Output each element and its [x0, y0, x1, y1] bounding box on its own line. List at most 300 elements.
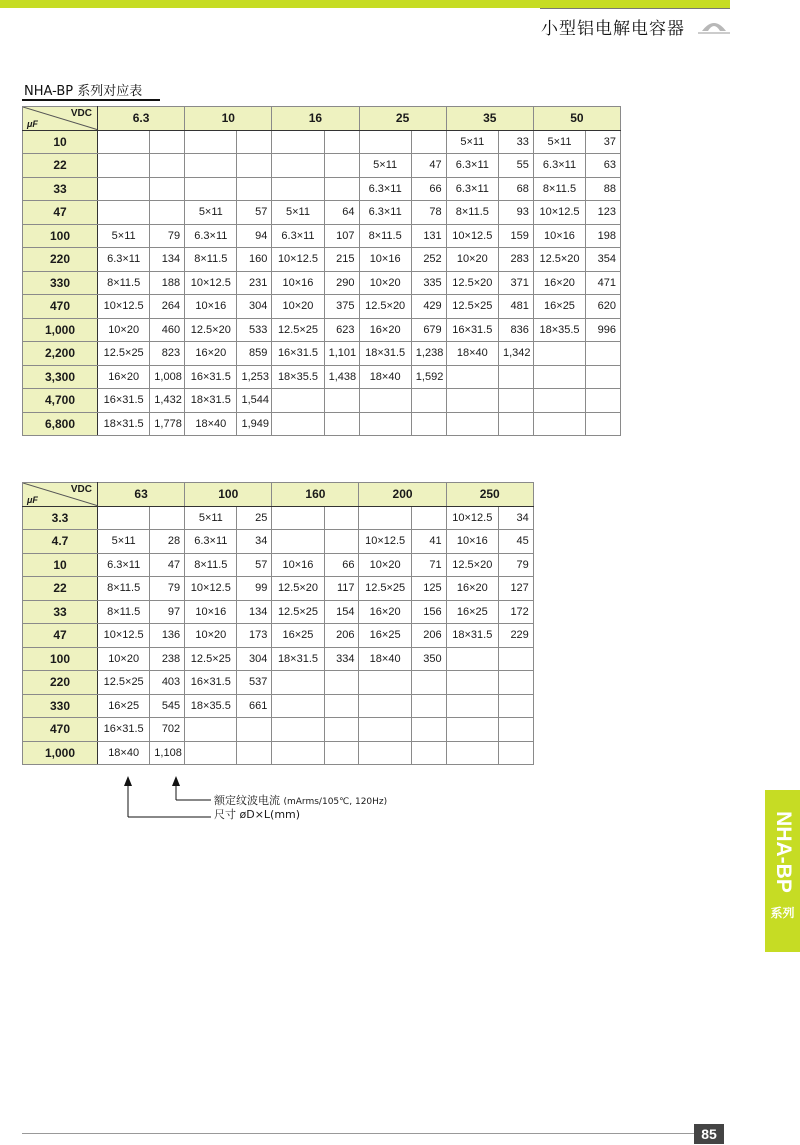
ripple-current-cell: 252	[411, 248, 446, 272]
ripple-current-cell: 537	[237, 671, 272, 695]
case-size-cell: 10×16	[359, 248, 411, 272]
capacitance-cell: 33	[23, 600, 98, 624]
ripple-current-cell: 545	[150, 694, 185, 718]
case-size-cell: 16×20	[98, 365, 150, 389]
ripple-current-cell: 47	[411, 154, 446, 178]
voltage-header: 160	[272, 483, 359, 507]
ripple-current-cell: 335	[411, 271, 446, 295]
ripple-current-cell	[411, 412, 446, 436]
ripple-current-cell	[324, 389, 359, 413]
case-size-cell: 10×20	[98, 318, 150, 342]
case-size-cell	[446, 741, 498, 765]
case-size-cell: 18×35.5	[185, 694, 237, 718]
case-size-cell	[359, 389, 411, 413]
ripple-current-cell: 33	[498, 130, 533, 154]
table-row	[23, 647, 534, 671]
ripple-current-cell: 996	[586, 318, 621, 342]
ripple-current-cell: 159	[498, 224, 533, 248]
ripple-current-cell	[150, 154, 185, 178]
ripple-current-cell	[237, 154, 272, 178]
case-size-cell: 12.5×20	[185, 318, 237, 342]
case-size-cell	[359, 741, 411, 765]
capacitance-cell: 330	[23, 694, 98, 718]
ripple-current-cell: 68	[498, 177, 533, 201]
ripple-current-cell	[324, 177, 359, 201]
ripple-current-cell	[324, 530, 359, 554]
case-size-cell: 16×25	[359, 624, 411, 648]
ripple-current-cell: 79	[150, 577, 185, 601]
ripple-current-cell: 63	[586, 154, 621, 178]
ripple-current-cell: 131	[411, 224, 446, 248]
ripple-current-cell: 172	[498, 600, 533, 624]
table-row	[23, 224, 621, 248]
ripple-current-cell: 533	[237, 318, 272, 342]
case-size-cell	[185, 718, 237, 742]
ripple-current-cell: 71	[411, 553, 446, 577]
case-size-cell: 18×40	[185, 412, 237, 436]
header-row	[23, 107, 621, 131]
ripple-current-cell: 371	[498, 271, 533, 295]
capacitance-unit: μF	[27, 118, 38, 129]
case-size-cell: 16×25	[446, 600, 498, 624]
ripple-current-cell	[498, 412, 533, 436]
side-tab-series-label: NHA-BP	[771, 811, 795, 893]
case-size-cell: 10×16	[272, 271, 324, 295]
ripple-current-cell: 125	[411, 577, 446, 601]
ripple-current-cell: 28	[150, 530, 185, 554]
ripple-current-cell: 1,238	[411, 342, 446, 366]
case-size-cell: 6.3×11	[446, 177, 498, 201]
ripple-current-cell: 1,778	[150, 412, 185, 436]
table-row	[23, 600, 534, 624]
ripple-current-cell	[324, 718, 359, 742]
case-size-cell: 8×11.5	[185, 553, 237, 577]
case-size-cell: 8×11.5	[185, 248, 237, 272]
case-size-cell	[272, 130, 324, 154]
case-size-cell: 10×12.5	[446, 506, 498, 530]
case-size-cell	[272, 412, 324, 436]
ripple-current-cell	[498, 647, 533, 671]
voltage-header: 10	[185, 107, 272, 131]
voltage-unit: VDC	[70, 484, 92, 495]
case-size-cell: 12.5×25	[359, 577, 411, 601]
case-size-cell: 10×20	[272, 295, 324, 319]
ripple-current-cell	[150, 177, 185, 201]
ripple-current-cell: 304	[237, 647, 272, 671]
voltage-header: 100	[185, 483, 272, 507]
case-size-cell	[272, 389, 324, 413]
ripple-current-cell: 57	[237, 553, 272, 577]
ripple-current-cell: 623	[324, 318, 359, 342]
ripple-current-cell: 127	[498, 577, 533, 601]
case-size-cell: 10×12.5	[98, 624, 150, 648]
capacitance-cell: 6,800	[23, 412, 98, 436]
ripple-current-cell	[411, 671, 446, 695]
case-size-cell: 12.5×25	[98, 342, 150, 366]
table-row	[23, 318, 621, 342]
ripple-current-cell: 79	[498, 553, 533, 577]
case-size-cell: 10×20	[98, 647, 150, 671]
ripple-current-cell	[586, 342, 621, 366]
capacitance-cell: 3,300	[23, 365, 98, 389]
header-row	[23, 483, 534, 507]
case-size-cell	[98, 177, 150, 201]
ripple-current-cell	[324, 741, 359, 765]
capacitor-table-low-voltage	[22, 106, 621, 436]
ripple-current-cell: 34	[237, 530, 272, 554]
case-size-cell: 5×11	[446, 130, 498, 154]
capacitance-cell: 100	[23, 647, 98, 671]
table-row	[23, 553, 534, 577]
ripple-current-cell: 264	[150, 295, 185, 319]
ripple-current-cell: 123	[586, 201, 621, 225]
table-row	[23, 577, 534, 601]
case-size-cell: 10×20	[446, 248, 498, 272]
capacitance-cell: 100	[23, 224, 98, 248]
case-size-cell: 10×12.5	[98, 295, 150, 319]
case-size-cell: 18×31.5	[446, 624, 498, 648]
case-size-cell: 6.3×11	[98, 553, 150, 577]
voltage-header: 250	[446, 483, 533, 507]
case-size-cell: 16×31.5	[98, 389, 150, 413]
case-size-cell: 6.3×11	[359, 201, 411, 225]
table-row	[23, 624, 534, 648]
table-row	[23, 154, 621, 178]
ripple-current-cell: 334	[324, 647, 359, 671]
case-size-cell: 18×40	[359, 365, 411, 389]
ripple-current-cell: 1,101	[324, 342, 359, 366]
ripple-current-cell	[586, 412, 621, 436]
case-size-cell	[533, 412, 585, 436]
case-size-cell	[446, 412, 498, 436]
case-size-cell: 18×40	[446, 342, 498, 366]
capacitance-cell: 220	[23, 248, 98, 272]
case-size-cell: 6.3×11	[272, 224, 324, 248]
voltage-header: 200	[359, 483, 446, 507]
unit-corner-cell	[23, 107, 98, 131]
case-size-cell: 12.5×25	[98, 671, 150, 695]
ripple-current-cell: 1,342	[498, 342, 533, 366]
ripple-current-cell: 107	[324, 224, 359, 248]
ripple-current-cell: 154	[324, 600, 359, 624]
ripple-current-cell: 836	[498, 318, 533, 342]
ripple-current-cell: 79	[150, 224, 185, 248]
case-size-cell	[446, 671, 498, 695]
case-size-cell: 16×20	[359, 600, 411, 624]
table-row	[23, 130, 621, 154]
case-size-cell: 5×11	[272, 201, 324, 225]
capacitance-cell: 22	[23, 577, 98, 601]
case-size-cell: 10×12.5	[272, 248, 324, 272]
case-size-cell: 16×20	[446, 577, 498, 601]
ripple-current-cell	[411, 389, 446, 413]
ripple-current-cell: 375	[324, 295, 359, 319]
ripple-current-cell: 1,544	[237, 389, 272, 413]
case-size-cell: 18×31.5	[272, 647, 324, 671]
ripple-current-cell: 350	[411, 647, 446, 671]
ripple-current-cell: 231	[237, 271, 272, 295]
case-size-cell: 10×20	[185, 624, 237, 648]
case-size-cell: 10×12.5	[446, 224, 498, 248]
voltage-header: 63	[98, 483, 185, 507]
voltage-header: 16	[272, 107, 359, 131]
case-size-cell: 10×20	[359, 271, 411, 295]
case-size-cell: 10×12.5	[185, 271, 237, 295]
ripple-current-cell: 134	[237, 600, 272, 624]
ripple-current-cell: 117	[324, 577, 359, 601]
section-title-underline	[22, 99, 160, 101]
ripple-current-cell	[411, 741, 446, 765]
case-size-cell: 5×11	[533, 130, 585, 154]
table-row	[23, 694, 534, 718]
ripple-current-cell: 823	[150, 342, 185, 366]
table-row	[23, 248, 621, 272]
case-size-cell: 8×11.5	[98, 600, 150, 624]
case-size-cell: 18×35.5	[533, 318, 585, 342]
ripple-current-cell	[411, 694, 446, 718]
case-size-cell: 12.5×25	[272, 318, 324, 342]
ripple-current-cell	[324, 694, 359, 718]
capacitance-cell: 470	[23, 718, 98, 742]
case-size-cell	[446, 694, 498, 718]
case-size-cell	[98, 154, 150, 178]
ripple-current-cell: 702	[150, 718, 185, 742]
capacitance-cell: 2,200	[23, 342, 98, 366]
ripple-current-cell	[411, 130, 446, 154]
case-size-cell: 16×20	[359, 318, 411, 342]
ripple-current-cell	[237, 718, 272, 742]
table-row	[23, 671, 534, 695]
ripple-current-cell: 88	[586, 177, 621, 201]
case-size-cell	[446, 365, 498, 389]
capacitance-cell: 10	[23, 553, 98, 577]
ripple-current-cell: 1,108	[150, 741, 185, 765]
case-size-cell: 10×16	[446, 530, 498, 554]
case-size-cell: 10×12.5	[533, 201, 585, 225]
ripple-current-cell: 429	[411, 295, 446, 319]
case-size-cell	[272, 671, 324, 695]
case-size-cell: 8×11.5	[98, 577, 150, 601]
case-size-cell	[533, 389, 585, 413]
case-size-cell: 10×16	[185, 600, 237, 624]
case-size-cell: 16×31.5	[446, 318, 498, 342]
ripple-current-cell: 283	[498, 248, 533, 272]
case-size-cell	[185, 741, 237, 765]
case-size-cell	[359, 718, 411, 742]
table-row	[23, 201, 621, 225]
ripple-current-cell	[498, 365, 533, 389]
ripple-current-cell: 160	[237, 248, 272, 272]
ripple-current-cell	[498, 671, 533, 695]
ripple-current-cell: 94	[237, 224, 272, 248]
ripple-current-cell: 37	[586, 130, 621, 154]
case-size-cell: 16×25	[98, 694, 150, 718]
ripple-current-cell: 57	[237, 201, 272, 225]
bottom-rule	[22, 1133, 694, 1134]
ripple-current-cell: 859	[237, 342, 272, 366]
case-size-cell	[272, 741, 324, 765]
ripple-current-cell: 206	[411, 624, 446, 648]
ripple-current-cell: 679	[411, 318, 446, 342]
ripple-current-cell: 25	[237, 506, 272, 530]
case-size-cell: 16×20	[533, 271, 585, 295]
capacitance-cell: 33	[23, 177, 98, 201]
ripple-current-cell	[237, 741, 272, 765]
case-size-cell: 6.3×11	[185, 224, 237, 248]
voltage-header: 50	[533, 107, 620, 131]
capacitance-cell: 1,000	[23, 318, 98, 342]
capacitance-cell: 4,700	[23, 389, 98, 413]
case-size-cell	[98, 130, 150, 154]
ripple-current-cell	[498, 389, 533, 413]
ripple-current-cell: 661	[237, 694, 272, 718]
ripple-current-cell: 471	[586, 271, 621, 295]
case-size-cell: 10×16	[185, 295, 237, 319]
case-size-cell: 10×12.5	[359, 530, 411, 554]
table-row	[23, 295, 621, 319]
ripple-current-cell	[324, 412, 359, 436]
ripple-current-cell	[498, 741, 533, 765]
case-size-cell: 12.5×25	[446, 295, 498, 319]
legend-ripple-label: 额定纹波电流	[214, 794, 280, 807]
series-side-tab	[765, 790, 800, 952]
table-row	[23, 177, 621, 201]
capacitor-table-high-voltage	[22, 482, 534, 765]
case-size-cell: 16×25	[272, 624, 324, 648]
case-size-cell: 5×11	[359, 154, 411, 178]
table-row	[23, 412, 621, 436]
legend-ripple-note: (mArms/105℃, 120Hz)	[283, 797, 388, 807]
ripple-current-cell: 198	[586, 224, 621, 248]
capacitance-cell: 47	[23, 624, 98, 648]
case-size-cell: 16×25	[533, 295, 585, 319]
table-row	[23, 506, 534, 530]
ripple-current-cell: 403	[150, 671, 185, 695]
ripple-current-cell: 229	[498, 624, 533, 648]
ripple-current-cell	[324, 154, 359, 178]
case-size-cell	[359, 506, 411, 530]
case-size-cell	[272, 154, 324, 178]
ripple-current-cell: 215	[324, 248, 359, 272]
ripple-current-cell: 41	[411, 530, 446, 554]
section-title: NHA-BP 系列对应表	[24, 84, 143, 99]
case-size-cell: 18×31.5	[359, 342, 411, 366]
ripple-current-cell: 206	[324, 624, 359, 648]
table-row	[23, 271, 621, 295]
case-size-cell	[533, 365, 585, 389]
case-size-cell: 12.5×20	[359, 295, 411, 319]
ripple-current-cell: 1,432	[150, 389, 185, 413]
case-size-cell: 12.5×20	[272, 577, 324, 601]
side-tab-suffix: 系列	[770, 906, 795, 920]
ripple-current-cell: 1,253	[237, 365, 272, 389]
case-size-cell	[533, 342, 585, 366]
case-size-cell: 6.3×11	[185, 530, 237, 554]
case-size-cell: 18×40	[98, 741, 150, 765]
ripple-current-cell: 47	[150, 553, 185, 577]
ripple-current-cell	[411, 718, 446, 742]
case-size-cell	[446, 718, 498, 742]
case-size-cell: 16×31.5	[185, 365, 237, 389]
case-size-cell: 8×11.5	[98, 271, 150, 295]
ripple-current-cell: 1,438	[324, 365, 359, 389]
ripple-current-cell	[150, 201, 185, 225]
page-header-title: 小型铝电解电容器	[541, 19, 685, 39]
ripple-current-cell: 354	[586, 248, 621, 272]
case-size-cell	[185, 130, 237, 154]
ripple-current-cell	[586, 389, 621, 413]
case-size-cell	[359, 694, 411, 718]
capacitance-unit: μF	[27, 494, 38, 505]
case-size-cell: 12.5×25	[272, 600, 324, 624]
legend-size: 尺寸 øD×L(mm)	[214, 808, 301, 821]
table-row	[23, 741, 534, 765]
page-number: 85	[694, 1124, 724, 1144]
ripple-current-cell	[150, 130, 185, 154]
ripple-current-cell: 188	[150, 271, 185, 295]
case-size-cell	[359, 130, 411, 154]
ripple-current-cell: 1,008	[150, 365, 185, 389]
case-size-cell: 12.5×25	[185, 647, 237, 671]
ripple-current-cell: 97	[150, 600, 185, 624]
voltage-header: 25	[359, 107, 446, 131]
case-size-cell: 12.5×20	[446, 553, 498, 577]
case-size-cell: 10×12.5	[185, 577, 237, 601]
case-size-cell	[272, 530, 324, 554]
capacitance-cell: 10	[23, 130, 98, 154]
table-row	[23, 342, 621, 366]
case-size-cell: 12.5×20	[533, 248, 585, 272]
ripple-current-cell: 173	[237, 624, 272, 648]
case-size-cell: 8×11.5	[359, 224, 411, 248]
ripple-current-cell: 93	[498, 201, 533, 225]
ripple-current-cell: 99	[237, 577, 272, 601]
ripple-current-cell: 481	[498, 295, 533, 319]
case-size-cell: 18×31.5	[185, 389, 237, 413]
ripple-current-cell	[324, 506, 359, 530]
case-size-cell	[446, 389, 498, 413]
case-size-cell: 6.3×11	[98, 248, 150, 272]
ripple-current-cell: 1,592	[411, 365, 446, 389]
case-size-cell: 6.3×11	[533, 154, 585, 178]
ripple-current-cell	[324, 671, 359, 695]
capacitance-cell: 330	[23, 271, 98, 295]
ripple-current-cell: 55	[498, 154, 533, 178]
case-size-cell: 5×11	[185, 201, 237, 225]
case-size-cell	[359, 412, 411, 436]
capacitance-cell: 22	[23, 154, 98, 178]
case-size-cell: 12.5×20	[446, 271, 498, 295]
case-size-cell: 5×11	[98, 530, 150, 554]
case-size-cell	[185, 177, 237, 201]
case-size-cell: 18×40	[359, 647, 411, 671]
case-size-cell	[272, 177, 324, 201]
ripple-current-cell: 620	[586, 295, 621, 319]
capacitance-cell: 470	[23, 295, 98, 319]
ripple-current-cell	[498, 694, 533, 718]
case-size-cell: 18×31.5	[98, 412, 150, 436]
capacitance-cell: 47	[23, 201, 98, 225]
case-size-cell	[272, 506, 324, 530]
case-size-cell: 6.3×11	[446, 154, 498, 178]
ripple-current-cell: 460	[150, 318, 185, 342]
case-size-cell: 18×35.5	[272, 365, 324, 389]
ripple-current-cell: 34	[498, 506, 533, 530]
table-row	[23, 718, 534, 742]
case-size-cell: 16×20	[185, 342, 237, 366]
voltage-header: 6.3	[98, 107, 185, 131]
ripple-current-cell: 136	[150, 624, 185, 648]
